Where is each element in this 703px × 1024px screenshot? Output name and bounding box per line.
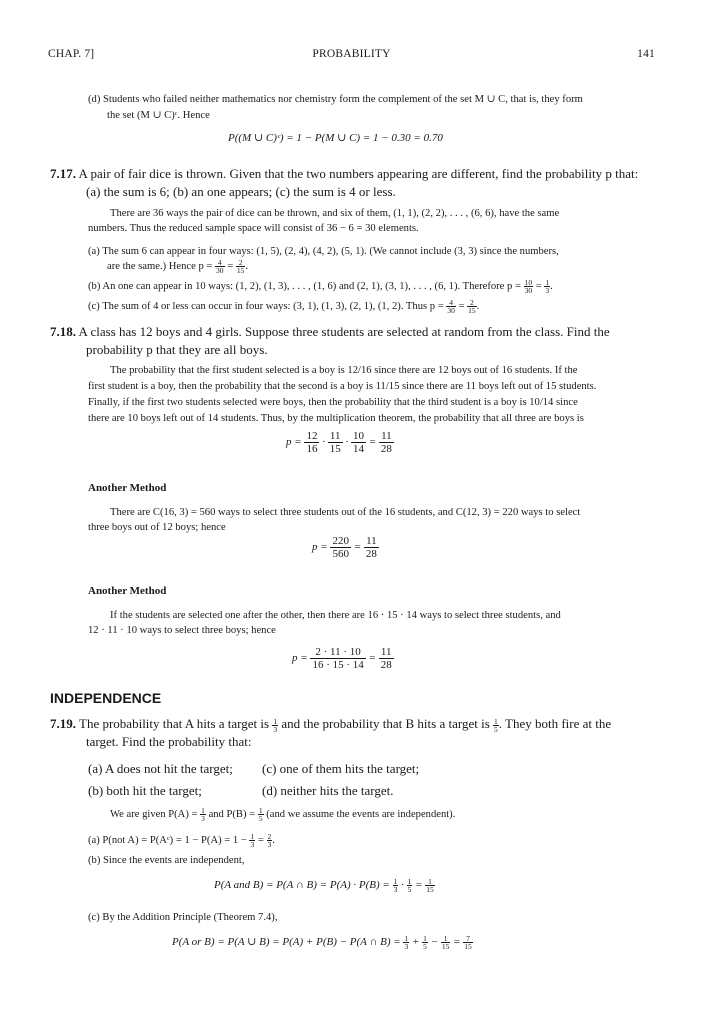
text: We are given P(A) = [110,809,198,820]
prev-d-equation: P((M ∪ C)ᶜ) = 1 − P(M ∪ C) = 1 − 0.30 = 0.70 [228,132,443,144]
text: and P(B) = [208,809,256,820]
numerator: 1 [545,278,550,288]
numerator: 4 [446,299,456,307]
solution-7-18-line1: The probability that the first student selected is a boy is 12/16 since there are 12 boys out of 16 students. If the [110,365,578,376]
chapter-label: CHAP. 7] [48,48,95,60]
numerator: 11 [379,430,394,443]
equation-method-1: p = $\frac{220}{560}$ = $\frac{11}{28}$ [312,535,377,560]
fraction [425,878,435,893]
solution-7-19-c: (c) By the Addition Principle (Theorem 7.4), [88,912,278,923]
numerator: 1 [423,934,427,943]
text: (b) An one can appear in 10 ways: (1, 2), (1, 3), . . . , (1, 6) and (2, 1), (3, 1), . . . , (6, 1). Therefore p = [88,281,521,292]
text: The probability that A hits a target is [79,716,270,731]
numerator: 10 [352,430,364,442]
numerator: 1 [441,935,451,943]
denominator: 15 [236,266,245,276]
option-a: (a) A does not hit the target; [88,761,233,776]
text: and the probability that B hits a target is [281,716,490,731]
fraction [422,935,428,950]
method-2-line1: If the students are selected one after the other, then there are 16 · 15 · 14 ways to select three students, and [110,610,561,621]
denominator: 3 [267,840,272,850]
fraction [407,878,413,893]
numerator: 2 [267,832,272,842]
numerator: 2 [236,259,246,267]
section-heading: INDEPENDENCE [50,690,162,706]
equation-7-19-b: P(A and B) = P(A ∩ B) = P(A) · P(B) = $\frac{1}{3}$ · $\frac{1}{5}$ = $\frac{1}{15}$ [214,877,434,894]
denominator: 15 [329,443,341,455]
numerator: 1 [201,806,205,816]
denominator: 5 [423,942,427,951]
denominator: 3 [404,942,409,951]
problem-number: 7.18. [50,324,76,339]
solution-7-19-a: (a) P(not A) = P(Aᶜ) = 1 − P(A) = 1 − $\frac{1}{3}$ = $\frac{2}{3}$ . [88,832,275,850]
fraction [463,935,473,950]
denominator: 3 [393,885,398,894]
numerator: 11 [379,646,394,659]
fraction [544,279,550,294]
denominator: 28 [380,659,392,671]
numerator: 11 [328,430,343,443]
prev-d-line1: (d) Students who failed neither mathematics nor chemistry form the complement of the set M ∪ C, that is, they form [88,94,583,105]
denominator: 15 [426,885,434,894]
option-d: (d) neither hits the target. [262,783,394,798]
problem-7-19-line2: target. Find the probability that: [86,734,252,749]
fraction [200,807,206,822]
fraction [304,430,319,455]
denominator: 30 [216,266,224,276]
fraction [379,646,394,671]
solution-7-17-c: (c) The sum of 4 or less can occur in four ways: (3, 1), (1, 3), (2, 1), (1, 2). Thus p = $\frac{4}{30}$ = $\frac{2}{15}$ . [88,298,480,316]
fraction [249,833,255,848]
method-2-line2: 12 · 11 · 10 ways to select three boys; hence [88,625,276,636]
problem-text: A class has 12 boys and 4 girls. Suppose three students are selected at random from the class. Find the [78,324,610,339]
option-c: (c) one of them hits the target; [262,761,420,776]
running-title: PROBABILITY [312,48,391,60]
fraction [258,807,264,822]
numerator: 2 [467,299,477,307]
numerator: 1 [494,716,498,726]
numerator: 12 [306,430,318,442]
fraction [272,718,278,733]
text: P(A or B) = P(A ∪ B) = P(A) + P(B) − P(A ∩ B) = [172,936,401,949]
numerator: 11 [364,535,379,548]
denominator: 15 [468,306,476,316]
text: (and we assume the events are independent). [266,809,456,820]
solution-7-17-a-line1: (a) The sum 6 can appear in four ways: (1, 5), (2, 4), (4, 2), (5, 1). (We cannot include (3, 3) since the numbers, [88,246,559,257]
fraction [467,299,477,314]
denominator: 14 [352,443,364,455]
fraction [267,833,273,848]
method-1-line2: three boys out of 12 boys; hence [88,522,226,533]
numerator: 220 [332,535,349,547]
another-method-heading-2: Another Method [88,585,167,597]
equation-7-19-c: P(A or B) = P(A ∪ B) = P(A) + P(B) − P(A ∩ B) = $\frac{1}{3}$ + $\frac{1}{5}$ − $\frac{1}{15}$ = $\frac{7}{15}$ [172,934,472,951]
numerator: 4 [215,259,225,267]
denominator: 3 [201,814,205,824]
fraction [379,430,394,455]
problem-number: 7.17. [50,166,76,181]
denominator: 15 [441,942,450,951]
equation-method-2: p = $\frac{2 \cdot 11 \cdot 10}{16 \cdot 15 \cdot 14}$ = $\frac{11}{28}$ [292,646,392,671]
denominator: 560 [332,548,349,560]
denominator: 16 · 15 · 14 [312,659,364,671]
solution-7-19-b: (b) Since the events are independent, [88,855,245,866]
text: (c) The sum of 4 or less can occur in four ways: (3, 1), (1, 3), (2, 1), (1, 2). Thus p = [88,301,444,312]
problem-text: A pair of fair dice is thrown. Given that the two numbers appearing are different, find the probability p that: [78,166,639,181]
problem-7-17-parts: (a) the sum is 6; (b) an one appears; (c) the sum is 4 or less. [86,184,396,199]
denominator: 28 [380,443,392,455]
fraction [364,535,379,560]
denominator: 16 [306,443,318,455]
solution-7-17-a-line2: are the same.) Hence p = $\frac{4}{30}$ = $\frac{2}{15}$ . [107,258,248,276]
denominator: 30 [447,306,455,316]
fraction [441,935,451,950]
numerator: 10 [524,278,533,288]
fraction [236,259,246,274]
prev-d-line2: the set (M ∪ C)ᶜ. Hence [107,110,210,121]
denominator: 5 [494,724,498,734]
numerator: 1 [407,877,412,886]
solution-7-17-line2: numbers. Thus the reduced sample space will consist of 36 − 6 = 30 elements. [88,223,419,234]
text: are the same.) Hence p = [107,261,213,272]
numerator: 1 [425,878,435,886]
fraction [328,430,343,455]
numerator: 2 · 11 · 10 [310,646,365,659]
numerator: 7 [463,935,473,943]
denominator: 5 [258,814,263,824]
solution-7-18-line3: Finally, if the first two students selected were boys, then the probability that the third student is a boy is 10/14 since [88,397,578,408]
numerator: 1 [258,806,263,816]
equation-7-18-product: p = $\frac{12}{16}$ · $\frac{11}{15}$ · $\frac{10}{14}$ = $\frac{11}{28}$ [286,430,392,455]
fraction [351,430,366,455]
fraction [215,259,225,274]
text: P(A and B) = P(A ∩ B) = P(A) · P(B) = [214,879,390,892]
denominator: 3 [545,286,550,296]
solution-7-18-line4: there are 10 boys left out of 14 students. Thus, by the multiplication theorem, the probability that all three are boys is [88,413,584,424]
fraction [403,935,409,950]
page-number: 141 [637,48,655,60]
solution-7-18-line2: first student is a boy, then the probability that the second is a boy is 11/15 since there are 11 boys left out of 15 students. [88,381,597,392]
denominator: 28 [365,548,377,560]
numerator: 1 [393,877,398,886]
text: (a) P(not A) = P(Aᶜ) = 1 − P(A) = 1 − [88,835,247,846]
another-method-heading-1: Another Method [88,482,167,494]
fraction [393,878,399,893]
problem-7-18 [50,323,610,340]
given-line [110,807,455,823]
fraction [330,535,351,560]
numerator: 1 [404,934,409,943]
fraction [446,299,456,314]
problem-7-18-line2: probability p that they are all boys. [86,342,268,357]
method-1-line1: There are C(16, 3) = 560 ways to select three students out of the 16 students, and C(12, 3) = 220 ways to select [110,507,581,518]
fraction [524,279,534,294]
option-b: (b) both hit the target; [88,783,202,798]
solution-7-17-b: (b) An one can appear in 10 ways: (1, 2), (1, 3), . . . , (1, 6) and (2, 1), (3, 1), . . . , (6, 1). Therefore p = $\frac{10}{30}$ = $\frac{1}{3}$ . [88,278,553,296]
text: . They both fire at the [498,716,612,731]
denominator: 3 [273,724,278,734]
denominator: 3 [250,840,255,850]
problem-number: 7.19. [50,716,76,731]
problem-7-19 [50,715,611,733]
numerator: 1 [250,832,255,842]
problem-7-17 [50,165,638,182]
denominator: 15 [464,942,472,951]
denominator: 30 [524,286,533,296]
numerator: 1 [273,716,278,726]
fraction [310,646,365,671]
denominator: 5 [407,885,412,894]
solution-7-17-line1: There are 36 ways the pair of dice can be thrown, and six of them, (1, 1), (2, 2), . . . , (6, 6), have the same [110,208,560,219]
